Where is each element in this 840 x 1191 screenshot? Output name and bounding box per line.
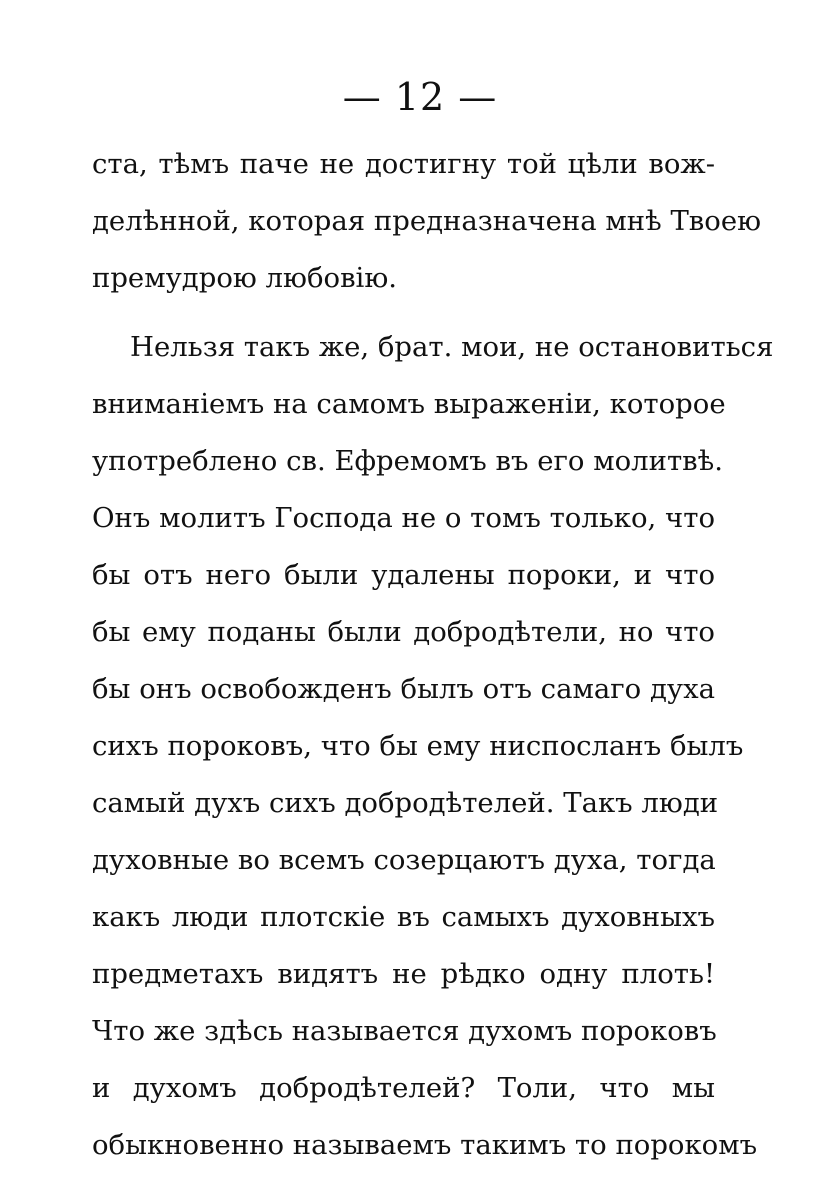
text-line: сихъ пороковъ, что бы ему ниспосланъ былъ — [92, 730, 744, 762]
paragraph-2 — [92, 319, 774, 1174]
text-line: и духомъ добродѣтелей? Толи, что мы — [92, 1072, 715, 1104]
text-line: обыкновенно называемъ такимъ то порокомъ — [92, 1129, 758, 1161]
text-line: делѣнной, которая предназначена мнѣ Твоею — [92, 205, 762, 237]
text-line: самый духъ сихъ добродѣтелей. Такъ люди — [92, 787, 719, 819]
text-line: Онъ молитъ Господа не о томъ только, что — [92, 502, 715, 534]
text-line: бы отъ него были удалены пороки, и что — [92, 559, 715, 591]
text-line: какъ люди плотскіе въ самыхъ духовныхъ — [92, 901, 715, 933]
text-line: бы онъ освобожденъ былъ отъ самаго духа — [92, 673, 715, 705]
text-line: вниманіемъ на самомъ выраженіи, которое — [92, 388, 726, 420]
page-number: — 12 — — [342, 75, 498, 119]
text-line: Нельзя такъ же, брат. мои, не остановиться — [130, 331, 774, 363]
text-line: Что же здѣсь называется духомъ пороковъ — [92, 1015, 717, 1047]
text-line: употреблено св. Ефремомъ въ его молитвѣ. — [92, 445, 723, 477]
text-line: духовные во всемъ созерцаютъ духа, тогда — [92, 844, 716, 876]
paragraph-gap — [92, 307, 715, 319]
text-line: ста, тѣмъ паче не достигну той цѣли вож- — [92, 148, 715, 180]
text-line: бы ему поданы были добродѣтели, но что — [92, 616, 715, 648]
body-text — [92, 136, 774, 1174]
text-line: предметахъ видятъ не рѣдко одну плоть! — [92, 958, 715, 990]
text-line: премудрою любовію. — [92, 262, 398, 294]
paragraph-1 — [92, 136, 762, 307]
